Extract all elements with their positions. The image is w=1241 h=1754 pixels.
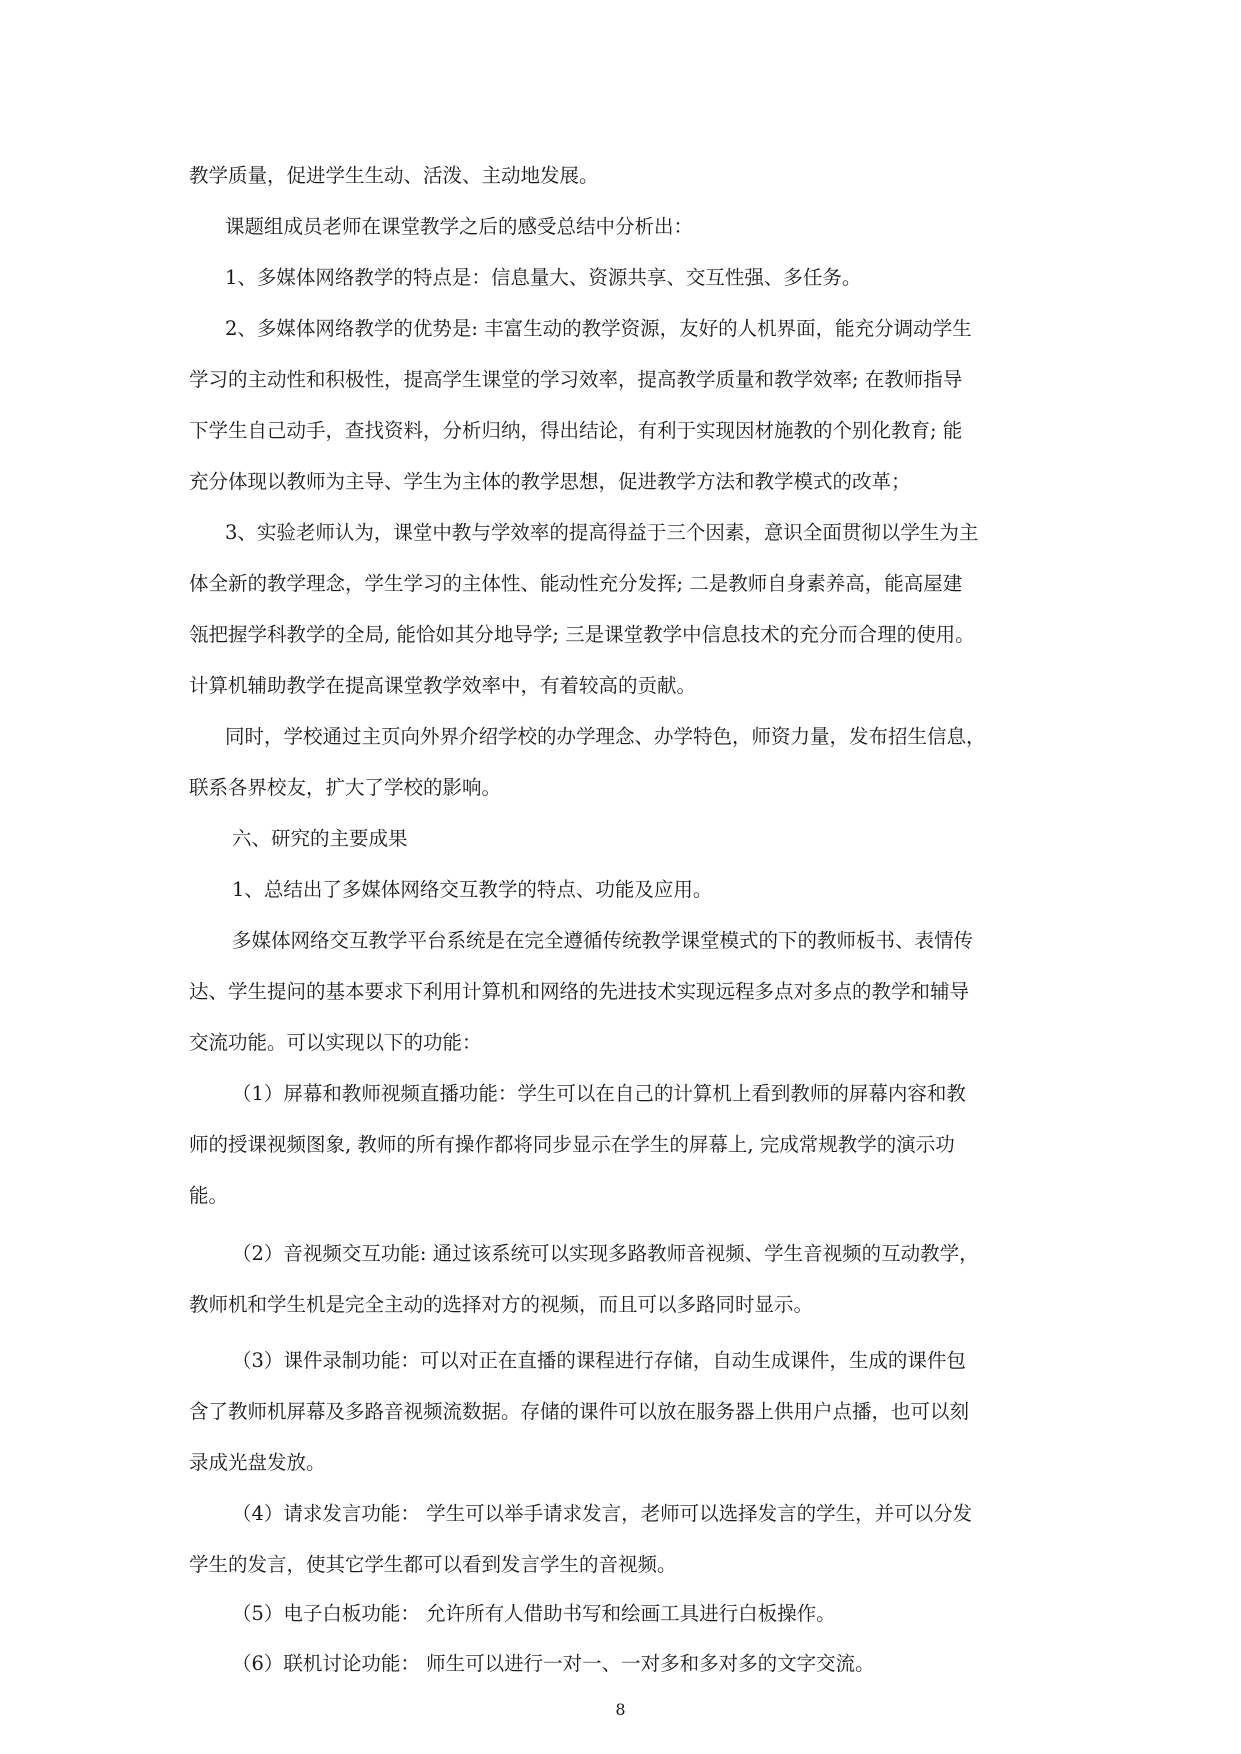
text-line: 录成光盘发放。 [189,1451,326,1474]
text-line: 学习的主动性和积极性，提高学生课堂的学习效率，提高教学质量和教学效率; 在教师指导 [189,368,963,391]
text-line: 含了教师机屏幕及多路音视频流数据。存储的课件可以放在服务器上供用户点播，也可以刻 [189,1400,970,1423]
text-line: （1）屏幕和教师视频直播功能：学生可以在自己的计算机上看到教师的屏幕内容和教 [232,1082,966,1105]
text-line: （2）音视频交互功能: 通过该系统可以实现多路教师音视频、学生音视频的互动教学， [232,1242,979,1265]
text-line: 同时，学校通过主页向外界介绍学校的办学理念、办学特色，师资力量，发布招生信息， [225,725,986,748]
text-line: 教学质量，促进学生生动、活泼、主动地发展。 [189,164,599,187]
section-heading: 六、研究的主要成果 [232,827,408,850]
text-line: 计算机辅助教学在提高课堂教学效率中，有着较高的贡献。 [189,674,697,697]
text-line: （6）联机讨论功能： 师生可以进行一对一、一对多和多对多的文字交流。 [232,1652,875,1675]
text-line: （4）请求发言功能： 学生可以举手请求发言，老师可以选择发言的学生，并可以分发 [232,1502,973,1525]
subsection-heading: 1、总结出了多媒体网络交互教学的特点、功能及应用。 [232,878,713,901]
text-line: 能。 [189,1184,229,1207]
text-line: 多媒体网络交互教学平台系统是在完全遵循传统教学课堂模式的下的教师板书、表情传 [232,929,974,952]
text-line: 3、实验老师认为，课堂中教与学效率的提高得益于三个因素，意识全面贯彻以学生为主 [225,521,979,544]
text-line: 师的授课视频图象, 教师的所有操作都将同步显示在学生的屏幕上, 完成常规教学的演示功 [189,1133,955,1156]
text-line: 1、多媒体网络教学的特点是：信息量大、资源共享、交互性强、多任务。 [225,266,862,289]
text-line: 教师机和学生机是完全主动的选择对方的视频，而且可以多路同时显示。 [189,1293,814,1316]
text-line: 联系各界校友，扩大了学校的影响。 [189,776,502,799]
text-line: 2、多媒体网络教学的优势是: 丰富生动的教学资源，友好的人机界面，能充分调动学生 [225,317,972,340]
page-number: 8 [615,1700,626,1719]
text-line: 学生的发言，使其它学生都可以看到发言学生的音视频。 [189,1553,677,1576]
text-line: 瓴把握学科教学的全局, 能恰如其分地导学; 三是课堂教学中信息技术的充分而合理的使用。 [189,623,975,646]
text-line: 课题组成员老师在课堂教学之后的感受总结中分析出： [225,215,694,238]
text-line: （5）电子白板功能： 允许所有人借助书写和绘画工具进行白板操作。 [232,1602,836,1625]
text-line: 下学生自己动手，查找资料，分析归纳，得出结论，有利于实现因材施教的个别化教育; 能 [189,419,963,442]
text-line: 交流功能。可以实现以下的功能： [189,1031,482,1054]
text-line: 达、学生提问的基本要求下利用计算机和网络的先进技术实现远程多点对多点的教学和辅导 [189,980,970,1003]
text-line: （3）课件录制功能：可以对正在直播的课程进行存储，自动生成课件，生成的课件包 [232,1349,966,1372]
text-line: 体全新的教学理念，学生学习的主体性、能动性充分发挥; 二是教师自身素养高，能高屋建 [189,572,963,595]
text-line: 充分体现以教师为主导、学生为主体的教学思想，促进教学方法和教学模式的改革； [189,470,911,493]
